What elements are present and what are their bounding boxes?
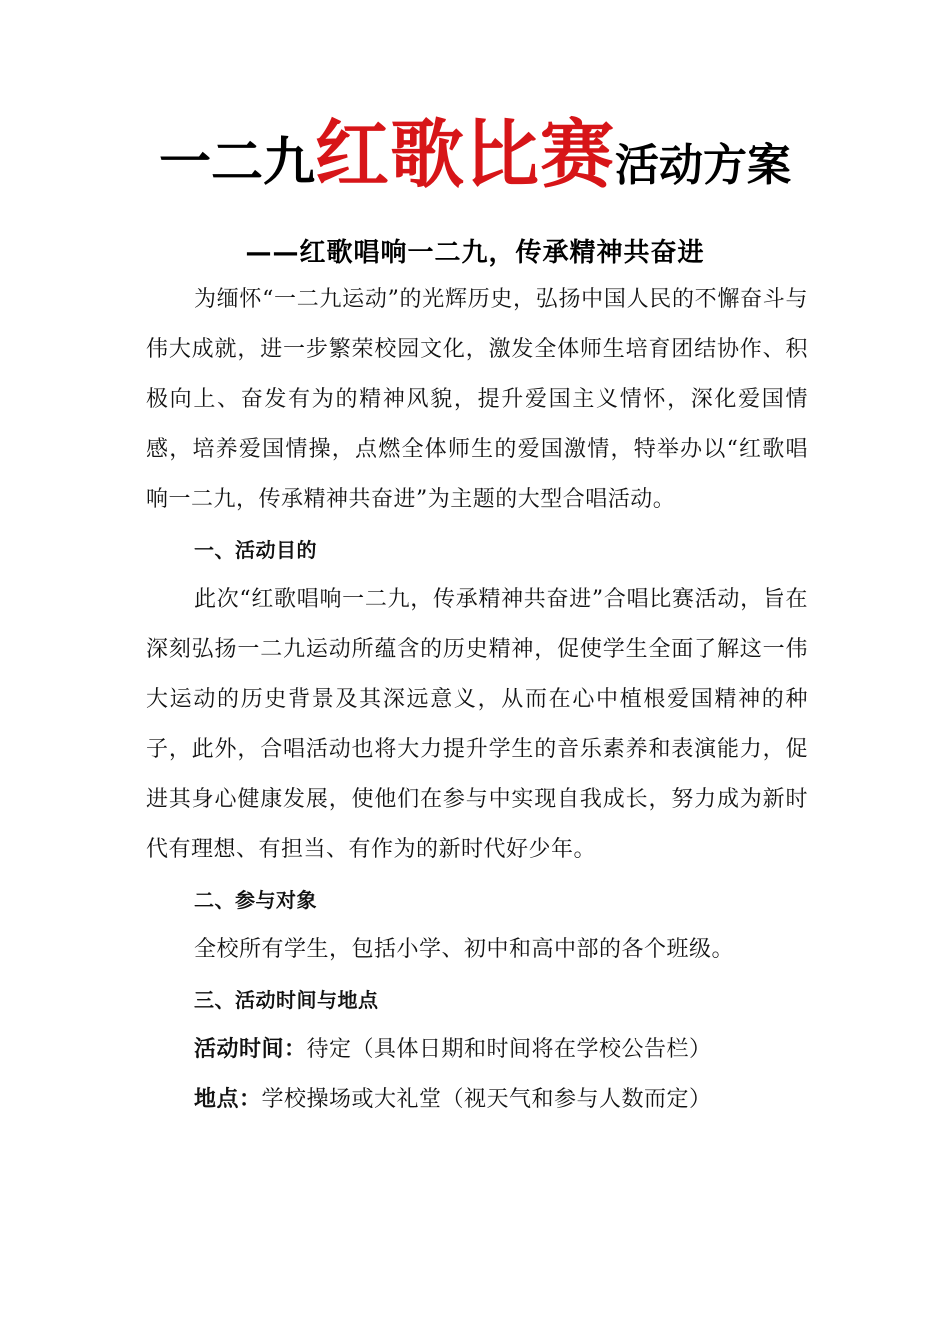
title-suffix: 活动方案 (615, 140, 791, 191)
section-heading-purpose: 一、活动目的 (194, 538, 317, 562)
title-highlight: 红歌比赛 (315, 112, 615, 198)
activity-time-line (146, 1025, 808, 1075)
intro-paragraph: 为缅怀“一二九运动”的光辉历史，弘扬中国人民的不懈奋斗与伟大成就，进一步繁荣校园文化，激发全体师生培育团结协作、积极向上、奋发有为的精神风貌，提升爱国主义情怀，深化爱国情感，培养爱国情操，点燃全体师生的爱国激情，特举办以“红歌唱响一二九，传承精神共奋进”为主题的大型合唱活动。 (146, 287, 808, 512)
title-prefix: 一二九 (158, 133, 315, 193)
document-title (0, 112, 950, 198)
activity-time-value: 待定（具体日期和时间将在学校公告栏） (306, 1037, 712, 1062)
activity-place-value: 学校操场或大礼堂（视天气和参与人数而定） (261, 1087, 712, 1112)
section-heading-participants: 二、参与对象 (194, 888, 317, 912)
activity-time-label: 活动时间： (194, 1037, 307, 1062)
section-purpose-text: 此次“红歌唱响一二九，传承精神共奋进”合唱比赛活动，旨在深刻弘扬一二九运动所蕴含的历史精神，促使学生全面了解这一伟大运动的历史背景及其深远意义，从而在心中植根爱国精神的种子，此外，合唱活动也将大力提升学生的音乐素养和表演能力，促进其身心健康发展，使他们在参与中实现自我成长，努力成为新时代有理想、有担当、有作为的新时代好少年。 (146, 587, 808, 862)
document-subtitle: ——红歌唱响一二九，传承精神共奋进 (245, 238, 705, 268)
document-body (146, 275, 808, 1125)
section-participants-text: 全校所有学生，包括小学、初中和高中部的各个班级。 (194, 937, 735, 962)
section-heading-time-place: 三、活动时间与地点 (194, 988, 379, 1012)
activity-place-label: 地点： (194, 1087, 262, 1112)
activity-place-line (146, 1075, 808, 1125)
